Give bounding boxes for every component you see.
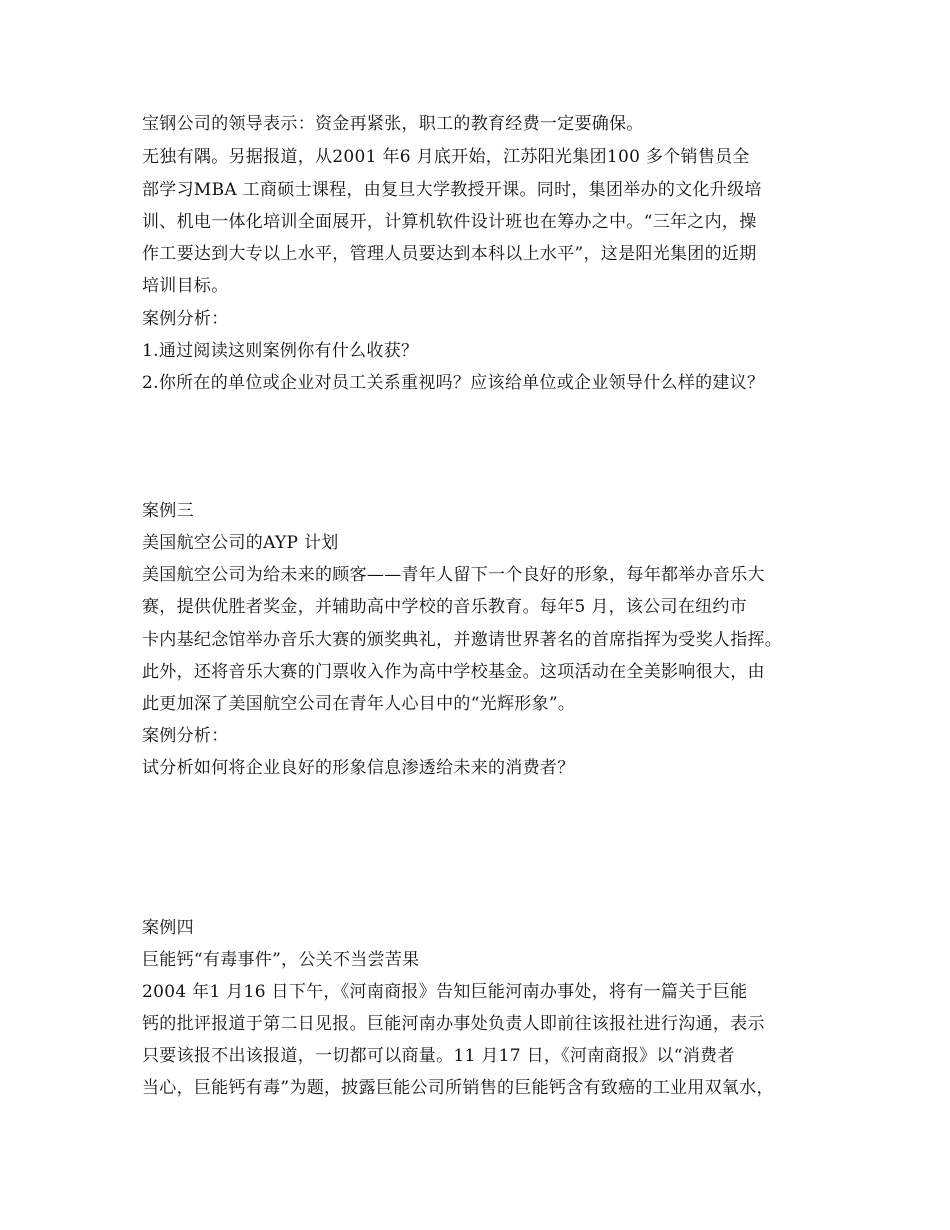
question-item: 2.你所在的单位或企业对员工关系重视吗？应该给单位或企业领导什么样的建议？ [142, 373, 765, 393]
text-line: 无独有隅。另据报道，从2001 年6 月底开始，江苏阳光集团100 多个销售员全 [142, 147, 750, 167]
case-title: 案例四 [142, 918, 194, 938]
text-line: 宝钢公司的领导表示：资金再紧张，职工的教育经费一定要确保。 [142, 114, 644, 134]
text-line: 此更加深了美国航空公司在青年人心目中的“光辉形象”。 [142, 694, 576, 714]
text-line: 2004 年1 月16 日下午，《河南商报》告知巨能河南办事处，将有一篇关于巨能 [142, 982, 748, 1002]
text-line: 卡内基纪念馆举办音乐大赛的颁奖典礼，并邀请世界著名的首席指挥为受奖人指挥。 [142, 630, 783, 650]
text-line: 只要该报不出该报道，一切都可以商量。11 月17 日，《河南商报》以“消费者 [142, 1046, 735, 1066]
section-heading: 案例分析： [142, 309, 229, 329]
text-line: 美国航空公司为给未来的顾客——青年人留下一个良好的形象，每年都举办音乐大 [142, 565, 765, 585]
text-line: 当心，巨能钙有毒”为题，披露巨能公司所销售的巨能钙含有致癌的工业用双氧水， [142, 1078, 774, 1098]
text-line: 训、机电一体化培训全面展开，计算机软件设计班也在筹办之中。“三年之内，操 [142, 212, 757, 232]
question-item: 1.通过阅读这则案例你有什么收获？ [142, 341, 419, 361]
case-subtitle: 美国航空公司的AYP 计划 [142, 533, 339, 553]
text-line: 赛，提供优胜者奖金，并辅助高中学校的音乐教育。每年5 月，该公司在纽约市 [142, 597, 748, 617]
case-title: 案例三 [142, 501, 194, 521]
text-line: 培训目标。 [142, 276, 229, 296]
text-line: 此外，还将音乐大赛的门票收入作为高中学校基金。这项活动在全美影响很大，由 [142, 662, 765, 682]
text-line: 作工要达到大专以上水平，管理人员要达到本科以上水平”，这是阳光集团的近期 [142, 244, 757, 264]
section-heading: 案例分析： [142, 726, 229, 746]
text-line: 钙的批评报道于第二日见报。巨能河南办事处负责人即前往该报社进行沟通，表示 [142, 1014, 765, 1034]
text-line: 部学习MBA 工商硕士课程，由复旦大学教授开课。同时，集团举办的文化升级培 [142, 180, 762, 200]
question-item: 试分析如何将企业良好的形象信息渗透给未来的消费者？ [142, 758, 575, 778]
case-subtitle: 巨能钙“有毒事件”，公关不当尝苦果 [142, 950, 420, 970]
